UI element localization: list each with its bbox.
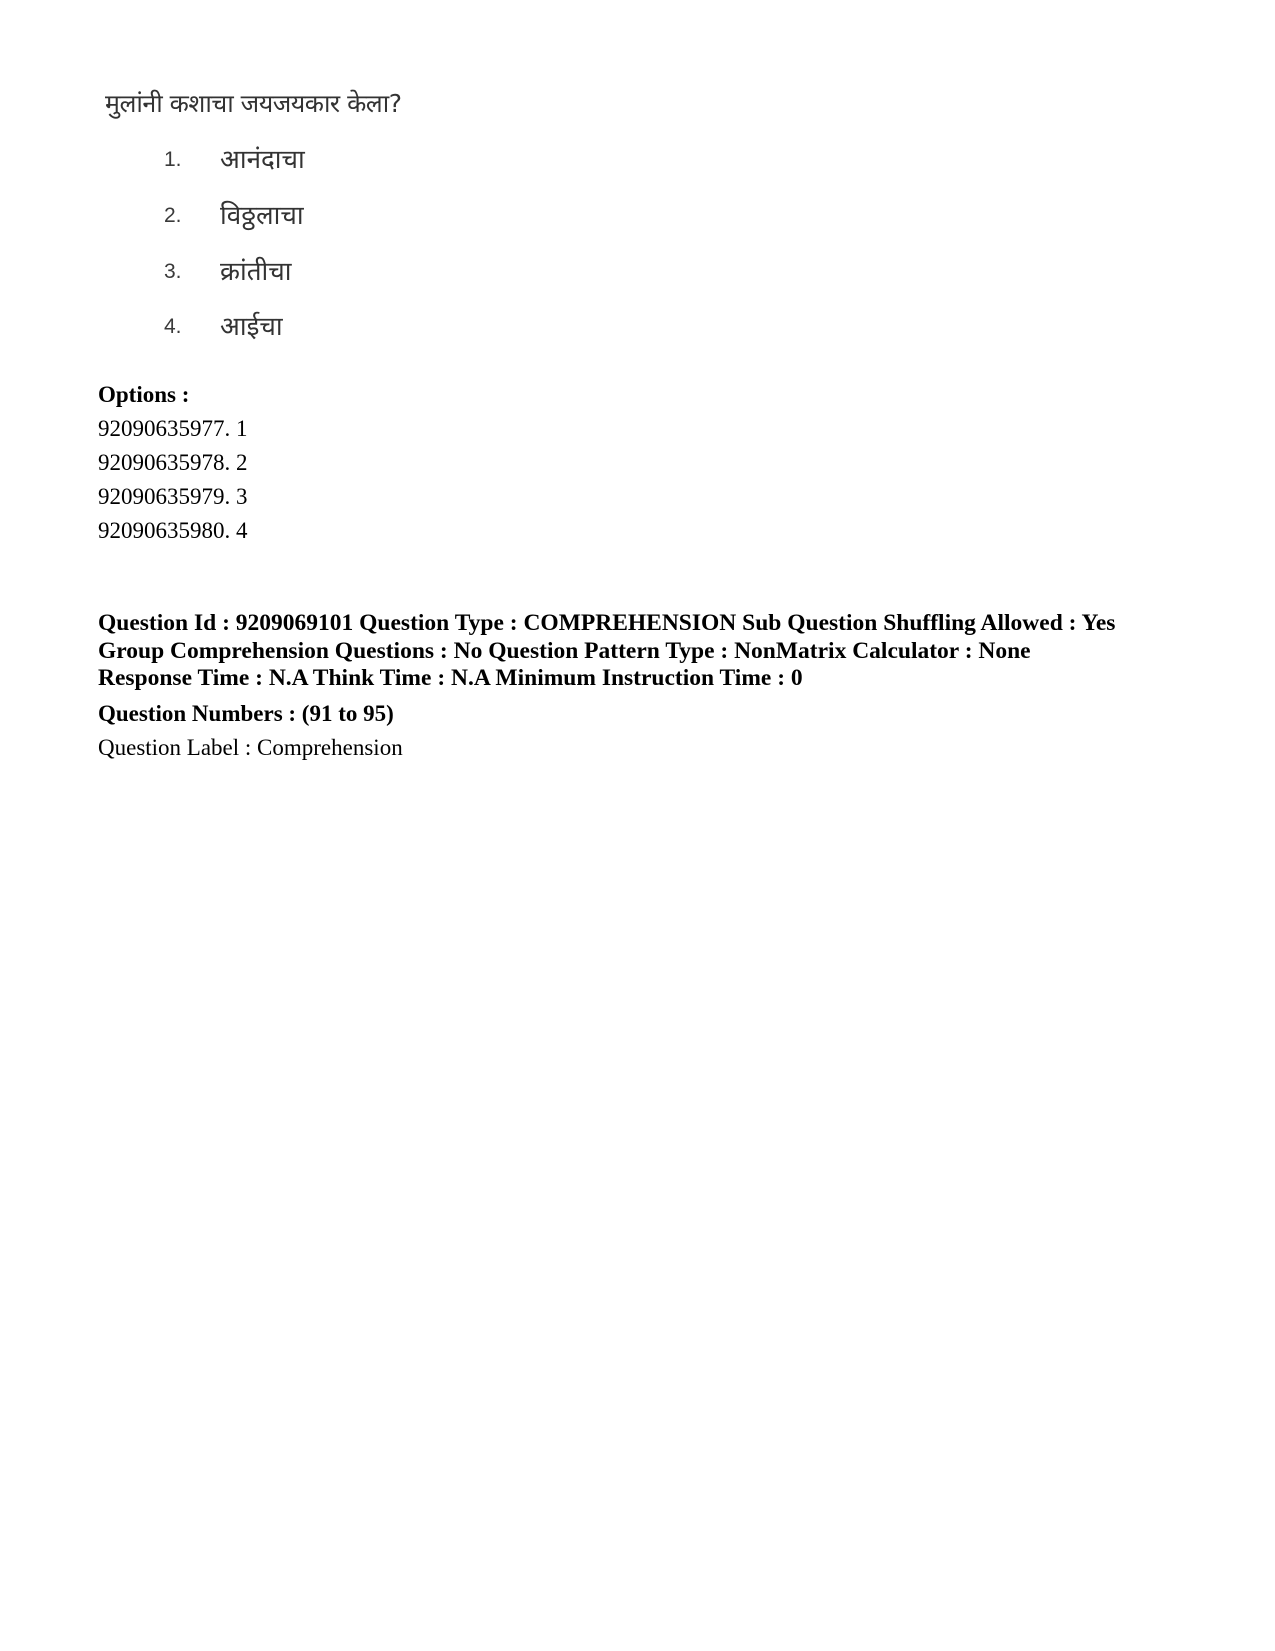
question-label: Question Label : Comprehension <box>98 735 403 760</box>
choice-text: आईचा <box>220 312 283 342</box>
option-item: 92090635977. 1 <box>98 416 248 441</box>
choice-number: 3. <box>164 260 182 283</box>
question-numbers: Question Numbers : (91 to 95) <box>98 701 394 726</box>
question-meta <box>98 610 1115 693</box>
question-text: मुलांनी कशाचा जयजयकार केला? <box>105 89 402 118</box>
choice-number: 4. <box>164 315 182 338</box>
options-heading: Options : <box>98 382 190 407</box>
choice-text: आनंदाचा <box>220 145 305 175</box>
question-image <box>100 80 460 360</box>
question-meta-line: Question Id : 9209069101 Question Type : COMPREHENSION Sub Question Shuffling Allowed : Yes <box>98 610 1116 636</box>
choice-number: 2. <box>164 204 182 227</box>
choice-number: 1. <box>164 148 182 171</box>
question-meta-line: Group Comprehension Questions : No Question Pattern Type : NonMatrix Calculator : None <box>98 637 1031 664</box>
option-item: 92090635978. 2 <box>98 450 248 475</box>
option-item: 92090635979. 3 <box>98 484 248 509</box>
choice-text: क्रांतीचा <box>220 257 292 287</box>
options-section <box>98 378 248 548</box>
option-item: 92090635980. 4 <box>98 518 248 543</box>
choice-text: विठ्ठलाचा <box>220 201 304 231</box>
question-meta-line: Response Time : N.A Think Time : N.A Minimum Instruction Time : 0 <box>98 665 803 691</box>
